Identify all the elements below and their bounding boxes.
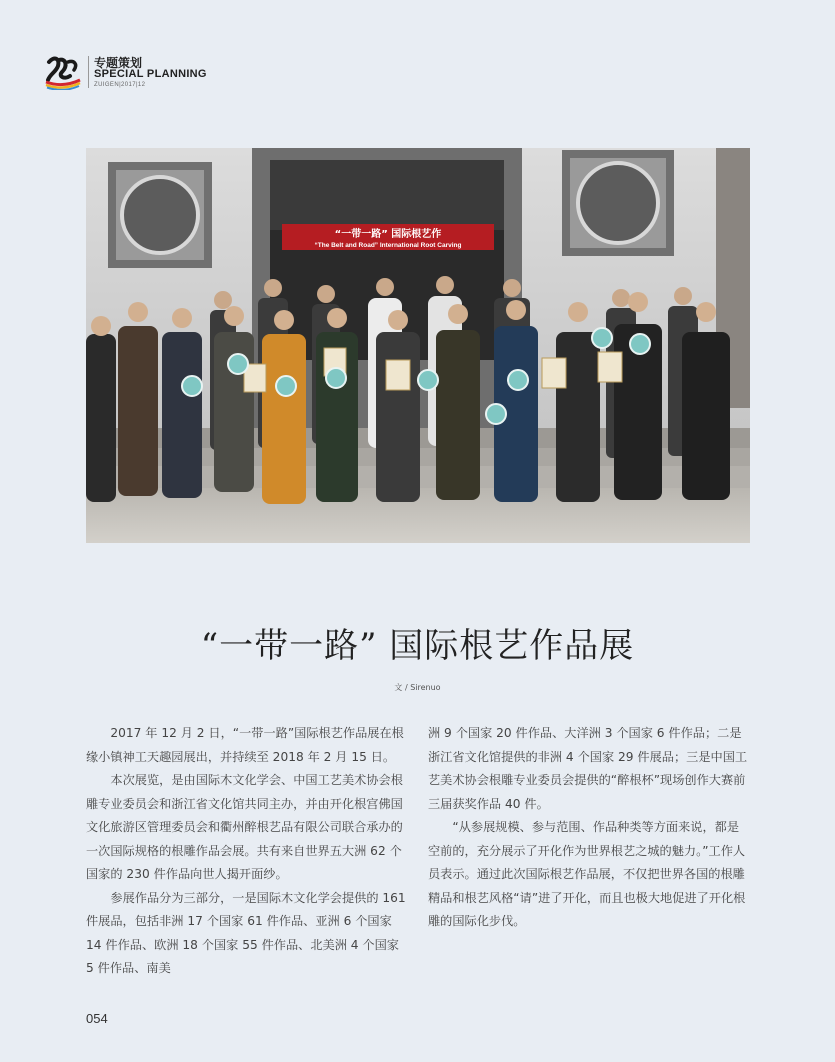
article-byline: 文 / Sirenuo xyxy=(394,683,441,692)
header-divider xyxy=(88,56,89,88)
text-column-left xyxy=(86,722,407,981)
issue-label: ZUIGEN|2017|12 xyxy=(94,82,146,88)
paragraph: 本次展览，是由国际木文化学会、中国工艺美术协会根雕专业委员会和浙江省文化馆共同主办，并由开化根宫佛国文化旅游区管理委员会和衢州醉根艺品有限公司联合承办的一次国际规格的根雕作品会展。共有来自世界五大洲 62 个国家的 230 件作品向世人揭开面纱。 xyxy=(86,773,403,881)
paragraph: “从参展规模、参与范围、作品种类等方面来说，都是空前的，充分展示了开化作为世界根艺之城的魅力。”工作人员表示。通过此次国际根艺作品展，不仅把世界各国的根雕精品和根艺风格“请”进了开化，而且也极大地促进了开化根雕的国际化步伐。 xyxy=(428,820,746,928)
section-title-en: SPECIAL PLANNING xyxy=(94,68,207,80)
text-column-right xyxy=(428,722,749,934)
paragraph: 2017 年 12 月 2 日，“一带一路”国际根艺作品展在根缘小镇神工天趣园展出，并持续至 2018 年 2 月 15 日。 xyxy=(86,726,404,764)
banner-en-text: “The Belt and Road” International Root Carving xyxy=(314,242,462,249)
magazine-logo-icon xyxy=(44,54,82,90)
group-photo xyxy=(86,148,750,543)
paragraph: 参展作品分为三部分，一是国际木文化学会提供的 161 件展品，包括非洲 17 个国家 61 件作品、亚洲 6 个国家 14 件作品、欧洲 18 个国家 55 件作品、北美洲 4 个国家 5 件作品、南美 xyxy=(86,890,406,975)
paragraph-continued: 洲 9 个国家 20 件作品、大洋洲 3 个国家 6 件作品；二是浙江省文化馆提供的非洲 4 个国家 29 件展品；三是中国工艺美术协会根雕专业委员会提供的“醉根杯”现场创作大赛前三届获奖作品 40 件。 xyxy=(428,726,748,811)
page-number: 054 xyxy=(86,1011,108,1026)
banner-cn-text: “一带一路” 国际根艺作 xyxy=(334,229,442,240)
section-title-cn: 专题策划 xyxy=(94,56,143,70)
article-title: “一带一路” 国际根艺作品展 xyxy=(200,626,635,666)
